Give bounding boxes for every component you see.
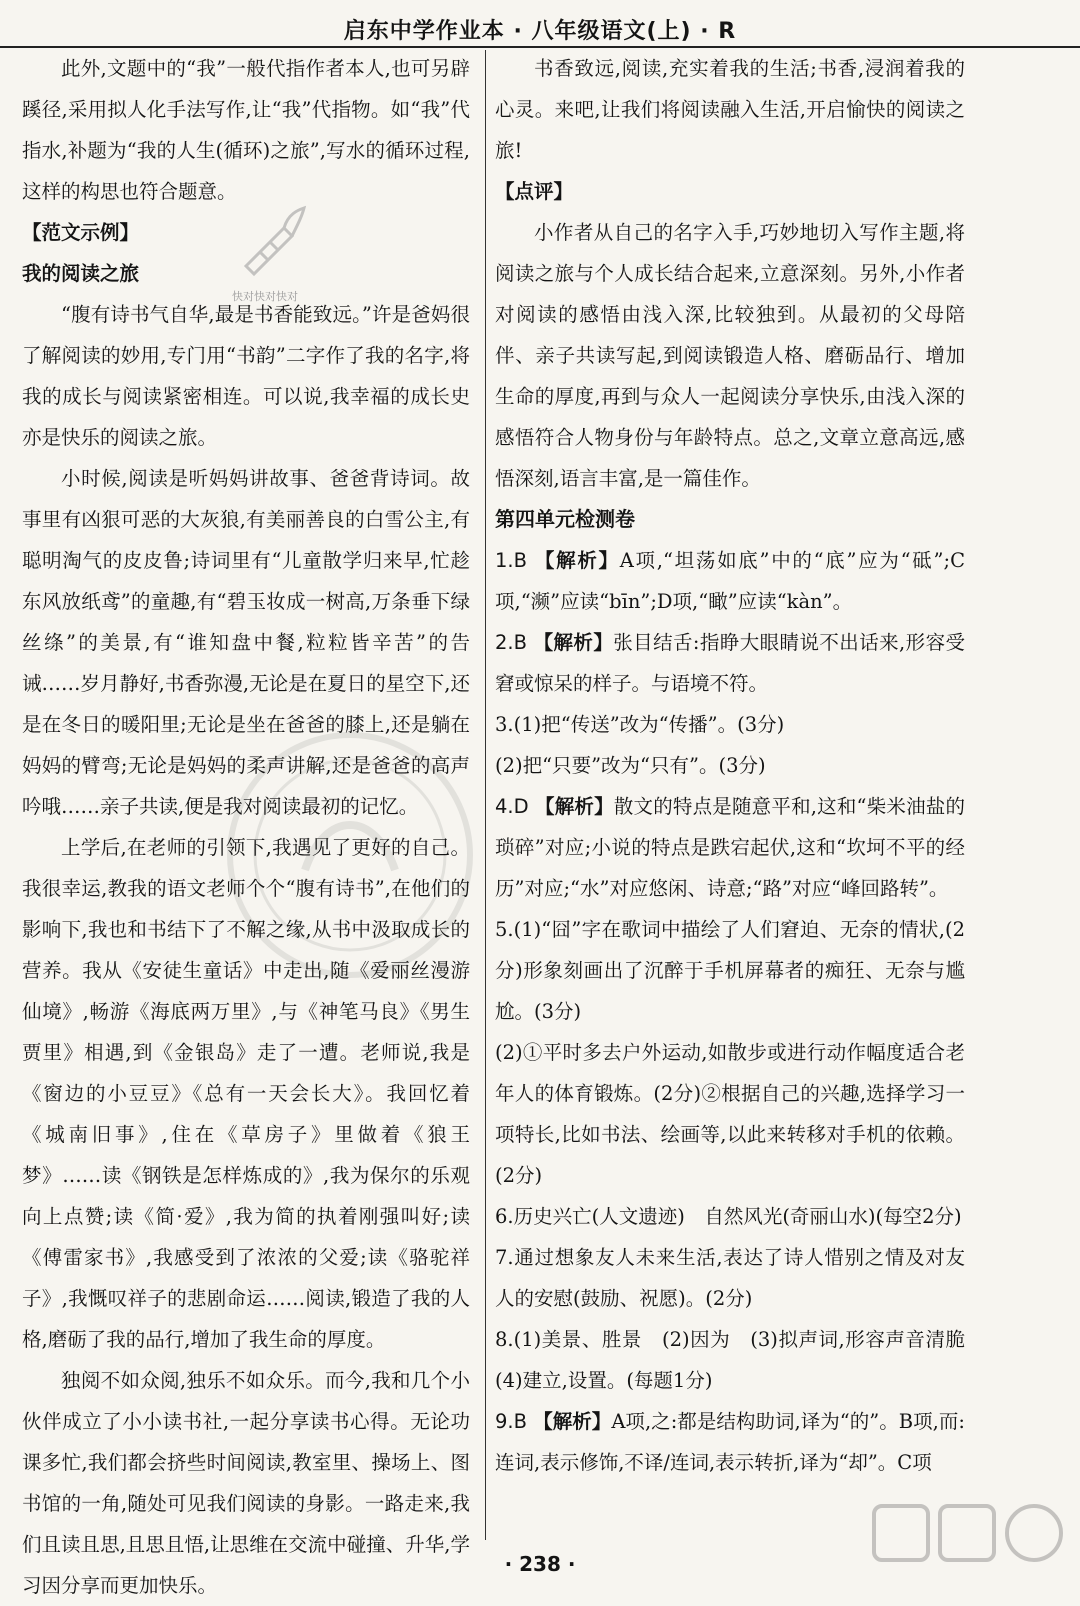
analysis-tag: 【解析】 bbox=[533, 631, 614, 654]
answer-text: A项,“坦荡如底”中的“底”应为“砥”;C项,“濒”应读“bīn”;D项,“瞰”应读“kàn”。 bbox=[495, 549, 965, 613]
analysis-tag: 【解析】 bbox=[533, 1410, 612, 1433]
paragraph: 小作者从自己的名字入手,巧妙地切入写作主题,将阅读之旅与个人成长结合起来,立意深刻。另外,小作者对阅读的感悟由浅入深,比较独到。从最初的父母陪伴、亲子共读写起,到阅读锻造人格、磨砺品行、增加生命的厚度,再到与众人一起阅读分享快乐,由浅入深的感悟符合人物身份与年龄特点。总之,文章立意高远,感悟深刻,语言丰富,是一篇佳作。 bbox=[495, 221, 965, 490]
answer-item bbox=[495, 1401, 965, 1483]
watermark-text: 快对快对快对 bbox=[232, 290, 298, 303]
answer-item: 6.历史兴亡(人文遗迹) 自然风光(奇丽山水)(每空2分) bbox=[495, 1205, 962, 1228]
paragraph: 上学后,在老师的引领下,我遇见了更好的自己。我很幸运,教我的语文老师个个“腹有诗书”,在他们的影响下,我也和书结下了不解之缘,从书中汲取成长的营养。我从《安徒生童话》中走出,随《爱丽丝漫游仙境》,畅游《海底两万里》,与《神笔马良》《男生贾里》相遇,到《金银岛》走了一遭。老师说,我是《窗边的小豆豆》《总有一天会长大》。我回忆着《城南旧事》,住在《草房子》里做着《狼王梦》……读《钢铁是怎样炼成的》,我为保尔的乐观向上点赞;读《简·爱》,我为简的执着刚强叫好;读《傅雷家书》,我感受到了浓浓的父爱;读《骆驼祥子》,我慨叹祥子的悲剧命运……阅读,锻造了我的人格,磨砺了我的品行,增加了我生命的厚度。 bbox=[22, 836, 470, 1351]
answer-item bbox=[495, 540, 965, 622]
paragraph: 书香致远,阅读,充实着我的生活;书香,浸润着我的心灵。来吧,让我们将阅读融入生活,开启愉快的阅读之旅! bbox=[495, 57, 965, 162]
analysis-tag: 【解析】 bbox=[535, 795, 614, 818]
answer-number: 4.D bbox=[495, 795, 529, 818]
answer-item: 3.(1)把“传送”改为“传播”。(3分) bbox=[495, 713, 785, 736]
paragraph: 独阅不如众阅,独乐不如众乐。而今,我和几个小伙伴成立了小小读书社,一起分享读书心得。无论功课多忙,我们都会挤些时间阅读,教室里、操场上、图书馆的一角,随处可见我们阅读的身影。一路走来,我们且读且思,且思且悟,让思维在交流中碰撞、升华,学习因分享而更加快乐。 bbox=[22, 1369, 470, 1597]
answer-item: (2)把“只要”改为“只有”。(3分) bbox=[495, 754, 766, 777]
answer-number: 1.B bbox=[495, 549, 527, 572]
comment-heading: 【点评】 bbox=[495, 180, 574, 203]
answer-item: 8.(1)美景、胜景 (2)因为 (3)拟声词,形容声音清脆(4)建立,设置。(每题1分) bbox=[495, 1328, 965, 1392]
answer-item: (2)①平时多去户外运动,如散步或进行动作幅度适合老年人的体育锻炼。(2分)②根据自己的兴趣,选择学习一项特长,比如书法、绘画等,以此来转移对手机的依赖。(2分) bbox=[495, 1041, 965, 1187]
answer-number: 9.B bbox=[495, 1410, 527, 1433]
paragraph: 小时候,阅读是听妈妈讲故事、爸爸背诗词。故事里有凶狠可恶的大灰狼,有美丽善良的白雪公主,有聪明淘气的皮皮鲁;诗词里有“儿童散学归来早,忙趁东风放纸鸢”的童趣,有“碧玉妆成一树高,万条垂下绿丝绦”的美景,有“谁知盘中餐,粒粒皆辛苦”的告诫……岁月静好,书香弥漫,无论是在夏日的星空下,还是在冬日的暖阳里;无论是坐在爸爸的膝上,还是躺在妈妈的臂弯;无论是妈妈的柔声讲解,还是爸爸的高声吟哦……亲子共读,便是我对阅读最初的记忆。 bbox=[22, 467, 470, 818]
answer-item bbox=[495, 622, 965, 704]
answer-text: 散文的特点是随意平和,这和“柴米油盐的琐碎”对应;小说的特点是跌宕起伏,这和“坎坷不平的经历”对应;“水”对应悠闲、诗意;“路”对应“峰回路转”。 bbox=[495, 795, 965, 900]
sample-essay-heading: 【范文示例】 bbox=[22, 221, 140, 244]
page-header bbox=[0, 0, 1080, 48]
answer-text: A项,之:都是结构助词,译为“的”。B项,而:连词,表示修饰,不译/连词,表示转折,译为“却”。C项 bbox=[495, 1410, 965, 1474]
answer-text: 张目结舌:指睁大眼睛说不出话来,形容受窘或惊呆的样子。与语境不符。 bbox=[495, 631, 965, 695]
page-number: · 238 · bbox=[504, 1552, 576, 1576]
paragraph: 此外,文题中的“我”一般代指作者本人,也可另辟蹊径,采用拟人化手法写作,让“我”代指物。如“我”代指水,补题为“我的人生(循环)之旅”,写水的循环过程,这样的构思也符合题意。 bbox=[22, 57, 470, 203]
answer-item bbox=[495, 786, 965, 909]
answer-item: 5.(1)“囧”字在歌词中描绘了人们窘迫、无奈的情状,(2分)形象刻画出了沉醉于手机屏幕者的痴狂、无奈与尴尬。(3分) bbox=[495, 918, 965, 1023]
paragraph: “腹有诗书气自华,最是书香能致远。”许是爸妈很了解阅读的妙用,专门用“书韵”二字作了我的名字,将我的成长与阅读紧密相连。可以说,我幸福的成长史亦是快乐的阅读之旅。 bbox=[22, 303, 470, 449]
unit-test-title: 第四单元检测卷 bbox=[495, 507, 635, 531]
answer-number: 2.B bbox=[495, 631, 527, 654]
left-column bbox=[22, 48, 470, 1606]
essay-title: 我的阅读之旅 bbox=[22, 262, 140, 285]
analysis-tag: 【解析】 bbox=[534, 549, 620, 572]
right-column bbox=[495, 48, 965, 1483]
answer-item: 7.通过想象友人未来生活,表达了诗人惜别之情及对友人的安慰(鼓励、祝愿)。(2分) bbox=[495, 1246, 965, 1310]
column-divider bbox=[485, 50, 486, 1540]
header-title: 启东中学作业本 · 八年级语文(上) · R bbox=[343, 19, 737, 44]
